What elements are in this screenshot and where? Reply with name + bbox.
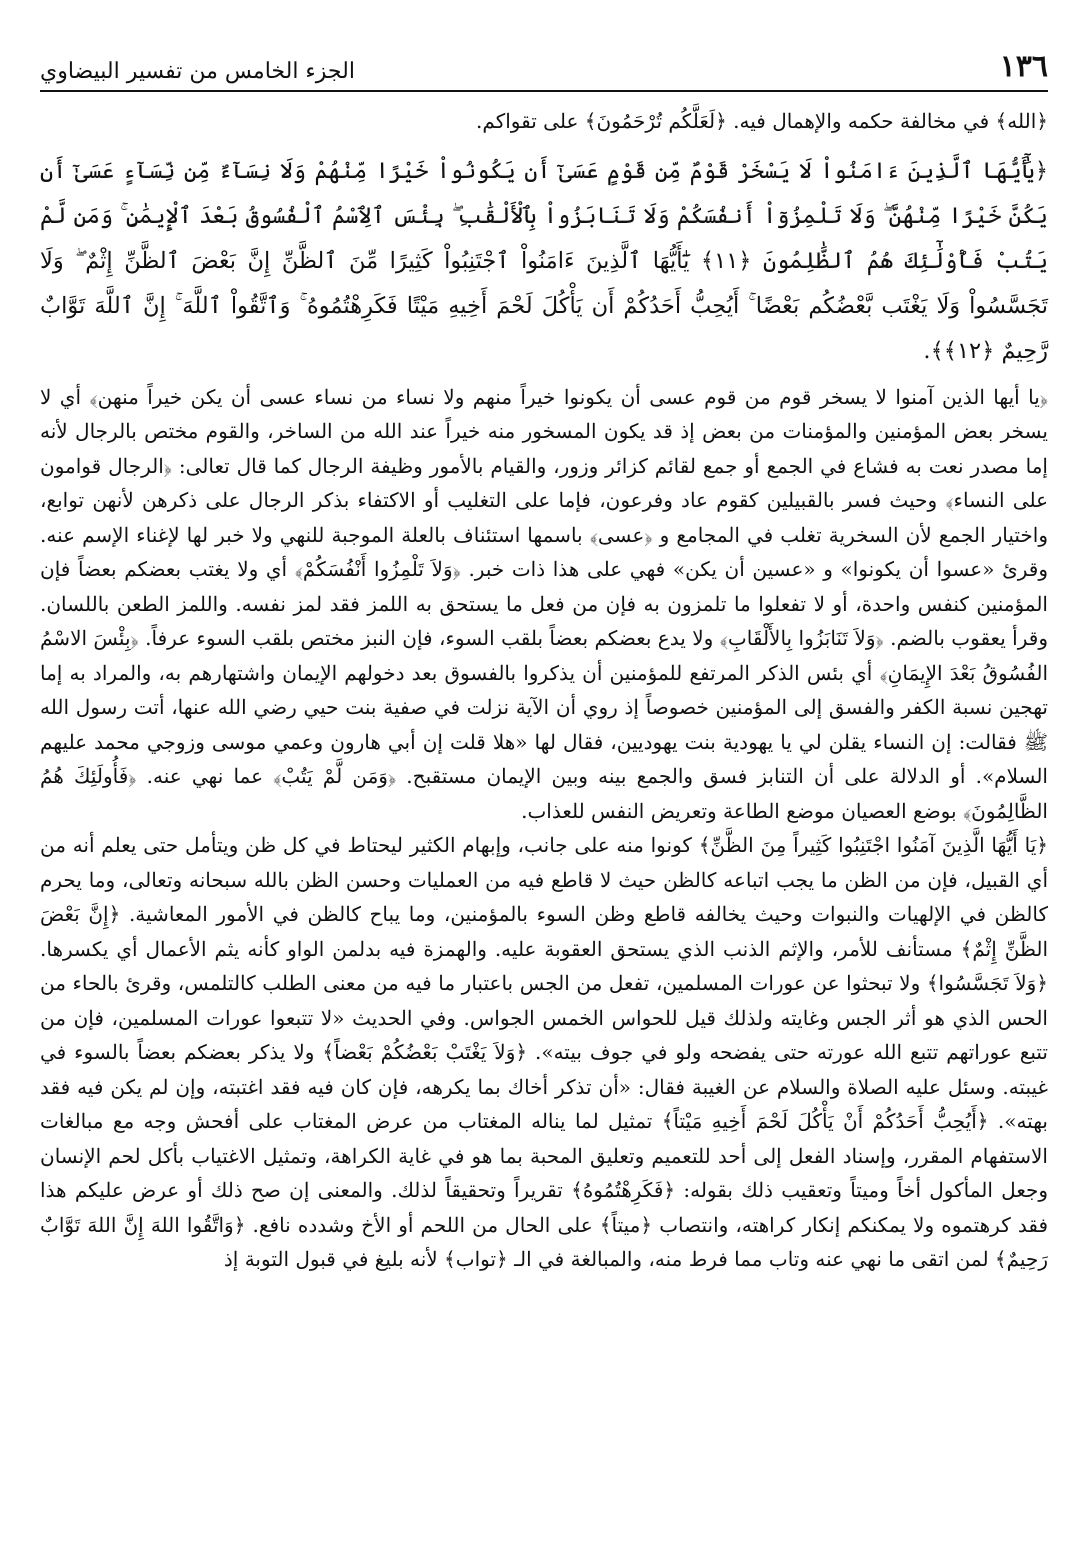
running-head: الجزء الخامس من تفسير البيضاوي [40,59,355,84]
intro-line: ﴿الله﴾ في مخالفة حكمه والإهمال فيه. ﴿لَعَلَّكُم تُرْحَمُونَ﴾ على تقواكم. [476,109,1048,133]
page-number: ١٣٦ [999,49,1048,84]
page-header [40,40,1048,92]
commentary-paragraph-1: ﴿يا أيها الذين آمنوا لا يسخر قوم من قوم عسى أن يكونوا خيراً منهم ولا نساء من نساء عسى أن يكن خيراً منهن﴾ أي لا يسخر بعض المؤمنين والمؤمنات من بعض إذ قد يكون المسخور منه خيراً عند الله من الساخر، والقوم مختص بالرجال لأنه إما مصدر نعت به فشاع في الجمع أو جمع لقائم كزائر وزور، والقيام بالأمور وظيفة الرجال كما قال تعالى: ﴿الرجال قوامون على النساء﴾ وحيث فسر بالقبيلين كقوم عاد وفرعون، فإما على التغليب أو الاكتفاء بذكر الرجال على ذكرهن لأنهن توابع، واختيار الجمع لأن السخرية تغلب في المجامع و ﴿عسى﴾ باسمها استئناف بالعلة الموجبة للنهي ولا خبر لها لإغناء الإسم عنه. وقرئ «عسوا أن يكونوا» و «عسين أن يكن» فهي على هذا ذات خبر. ﴿وَلاَ تَلْمِزُوا أَنْفُسَكُمْ﴾ أي ولا يغتب بعضكم بعضاً فإن المؤمنين كنفس واحدة، أو لا تفعلوا ما تلمزون به فإن من فعل ما يستحق به اللمز فقد لمز نفسه. واللمز الطعن باللسان. وقرأ يعقوب بالضم. ﴿وَلاَ تَنَابَزُوا بِالأَلْقَابِ﴾ ولا يدع بعضكم بعضاً بلقب السوء، فإن النبز مختص بلقب السوء عرفاً. ﴿بِئْسَ الاسْمُ الفُسُوقُ بَعْدَ الإِيمَانِ﴾ أي بئس الذكر المرتفع للمؤمنين أن يذكروا بالفسوق بعد دخولهم الإيمان واشتهارهم به، والمراد به إما تهجين نسبة الكفر والفسق إلى المؤمنين خصوصاً إذ روي أن الآية نزلت في صفية بنت حيي رضي الله عنها، أتت رسول الله ﷺ فقالت: إن النساء يقلن لي يا يهودية بنت يهوديين، فقال لها «هلا قلت إن أبي هارون وعمي موسى وزوجي محمد عليهم السلام». أو الدلالة على أن التنابز فسق والجمع بينه وبين الإيمان مستقبح. ﴿وَمَن لَّمْ يَتُبْ﴾ عما نهي عنه. ﴿فَأُولَئِكَ هُمُ الظَّالِمُونَ﴾ بوضع العصيان موضع الطاعة وتعريض النفس للعذاب. [40,384,1048,823]
page [40,40,1048,1277]
commentary-paragraph-2: ﴿يَا أَيُّهَا الَّذِينَ آمَنُوا اجْتَنِبُوا كَثِيراً مِنَ الظَّنِّ﴾ كونوا منه على جانب، وإبهام الكثير ليحتاط في كل ظن ويتأمل حتى يعلم أنه من أي القبيل، فإن من الظن ما يجب اتباعه كالظن حيث لا قاطع فيه من العمليات وحسن الظن بالله سبحانه وتعالى، وما يحرم كالظن في الإلهيات والنبوات وحيث يخالفه قاطع وظن السوء بالمؤمنين، وما يباح كالظن في الأمور المعاشية. ﴿إِنَّ بَعْضَ الظَّنِّ إِثْمٌ﴾ مستأنف للأمر، والإثم الذنب الذي يستحق العقوبة عليه. والهمزة فيه بدلمن الواو كأنه يثم الأعمال أي يكسرها. ﴿وَلاَ تَجَسَّسُوا﴾ ولا تبحثوا عن عورات المسلمين، تفعل من الجس باعتبار ما فيه من معنى الطلب كالتلمس، وقرئ بالحاء من الحس الذي هو أثر الجس وغايته ولذلك قيل للحواس الخمس الجواس. وفي الحديث «لا تتبعوا عورات المسلمين، فإن من تتبع عوراتهم تتبع الله عورته حتى يفضحه ولو في جوف بيته». ﴿وَلاَ يَغْتَبْ بَعْضُكُمْ بَعْضاً﴾ ولا يذكر بعضكم بعضاً بالسوء في غيبته. وسئل عليه الصلاة والسلام عن الغيبة فقال: «أن تذكر أخاك بما يكرهه، فإن كان فيه فقد اغتبته، وإن لم يكن فيه فقد بهته». ﴿أَيُحِبُّ أَحَدُكُمْ أَنْ يَأْكُلَ لَحْمَ أَخِيهِ مَيْتاً﴾ تمثيل لما يناله المغتاب من عرض المغتاب على أفحش وجه مع مبالغات الاستفهام المقرر، وإسناد الفعل إلى أحد للتعميم وتعليق المحبة بما هو في غاية الكراهة، وتمثيل الاغتياب بأكل لحم الإنسان وجعل المأكول أخاً وميتاً وتعقيب ذلك بقوله: ﴿فَكَرِهْتُمُوهُ﴾ تقريراً وتحقيقاً لذلك. والمعنى إن صح ذلك أو عرض عليكم هذا فقد كرهتموه ولا يمكنكم إنكار كراهته، وانتصاب ﴿ميتاً﴾ على الحال من اللحم أو الأخ وشدده نافع. ﴿وَاتَّقُوا اللهَ إِنَّ اللهَ تَوَّابٌ رَحِيمٌ﴾ لمن اتقى ما نهي عنه وتاب مما فرط منه، والمبالغة في الـ ﴿تواب﴾ لأنه بليغ في قبول التوبة إذ [40,833,1049,1271]
spacer [40,139,1048,145]
quran-verses: ﴿يَٰٓأَيُّهَا ٱلَّذِينَ ءَامَنُواْ لَا يَسْخَرْ قَوْمٌ مِّن قَوْمٍ عَسَىٰٓ أَن يَكُونُواْ خَيْرًا مِّنْهُمْ وَلَا نِسَآءٌ مِّن نِّسَآءٍ عَسَىٰٓ أَن يَكُنَّ خَيْرًا مِّنْهُنَّ ۖ وَلَا تَلْمِزُوٓاْ أَنفُسَكُمْ وَلَا تَنَابَزُواْ بِٱلْأَلْقَٰبِ ۖ بِئْسَ ٱلِٱسْمُ ٱلْفُسُوقُ بَعْدَ ٱلْإِيمَٰنِ ۚ وَمَن لَّمْ يَتُبْ فَأُوْلَٰٓئِكَ هُمُ ٱلظَّٰلِمُونَ ﴿١١﴾ يَٰٓأَيُّهَا ٱلَّذِينَ ءَامَنُواْ ٱجْتَنِبُواْ كَثِيرًا مِّنَ ٱلظَّنِّ إِنَّ بَعْضَ ٱلظَّنِّ إِثْمٌ ۖ وَلَا تَجَسَّسُواْ وَلَا يَغْتَب بَّعْضُكُم بَعْضًا ۚ أَيُحِبُّ أَحَدُكُمْ أَن يَأْكُلَ لَحْمَ أَخِيهِ مَيْتًا فَكَرِهْتُمُوهُ ۚ وَٱتَّقُواْ ٱللَّهَ ۚ إِنَّ ٱللَّهَ تَوَّابٌ رَّحِيمٌ ﴿١٢﴾﴾. [40,157,1049,364]
